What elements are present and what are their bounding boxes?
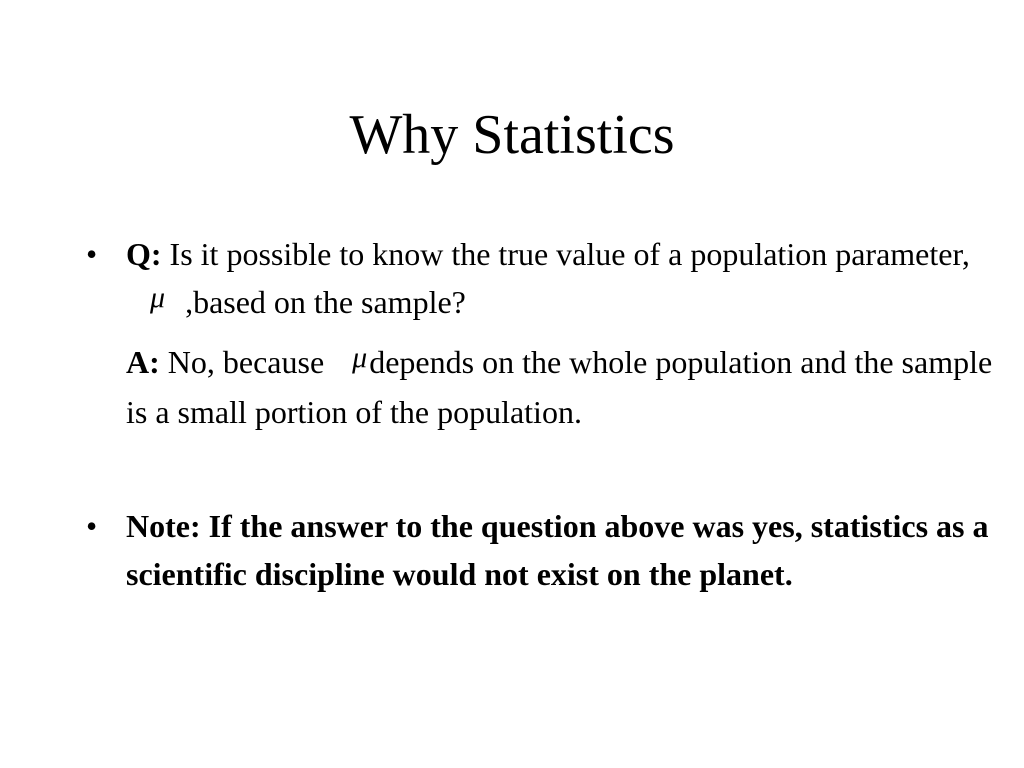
bullet-question	[82, 230, 1017, 328]
question-label: Q:	[126, 236, 162, 272]
answer-text-after: depends on the whole population and the sample is a small portion of the population.	[126, 344, 993, 430]
mu-symbol: μ	[352, 341, 368, 374]
bullet-marker: •	[86, 236, 98, 272]
question-paragraph	[126, 230, 1017, 328]
note-paragraph: Note: If the answer to the question above was yes, statistics as a scientific discipline would not exist on the planet.	[126, 508, 989, 592]
bullet-note	[82, 502, 1017, 598]
question-text-before: Is it possible to know the true value of a population parameter,	[169, 236, 970, 272]
slide-title: Why Statistics	[349, 104, 675, 166]
question-text-after: ,based on the sample?	[185, 284, 466, 320]
slide-body	[82, 230, 1017, 598]
answer-paragraph	[82, 338, 1017, 436]
mu-symbol: μ	[150, 281, 166, 314]
answer-text-before: No, because	[167, 344, 325, 380]
bullet-marker: •	[86, 508, 98, 544]
answer-label: A:	[126, 344, 160, 380]
